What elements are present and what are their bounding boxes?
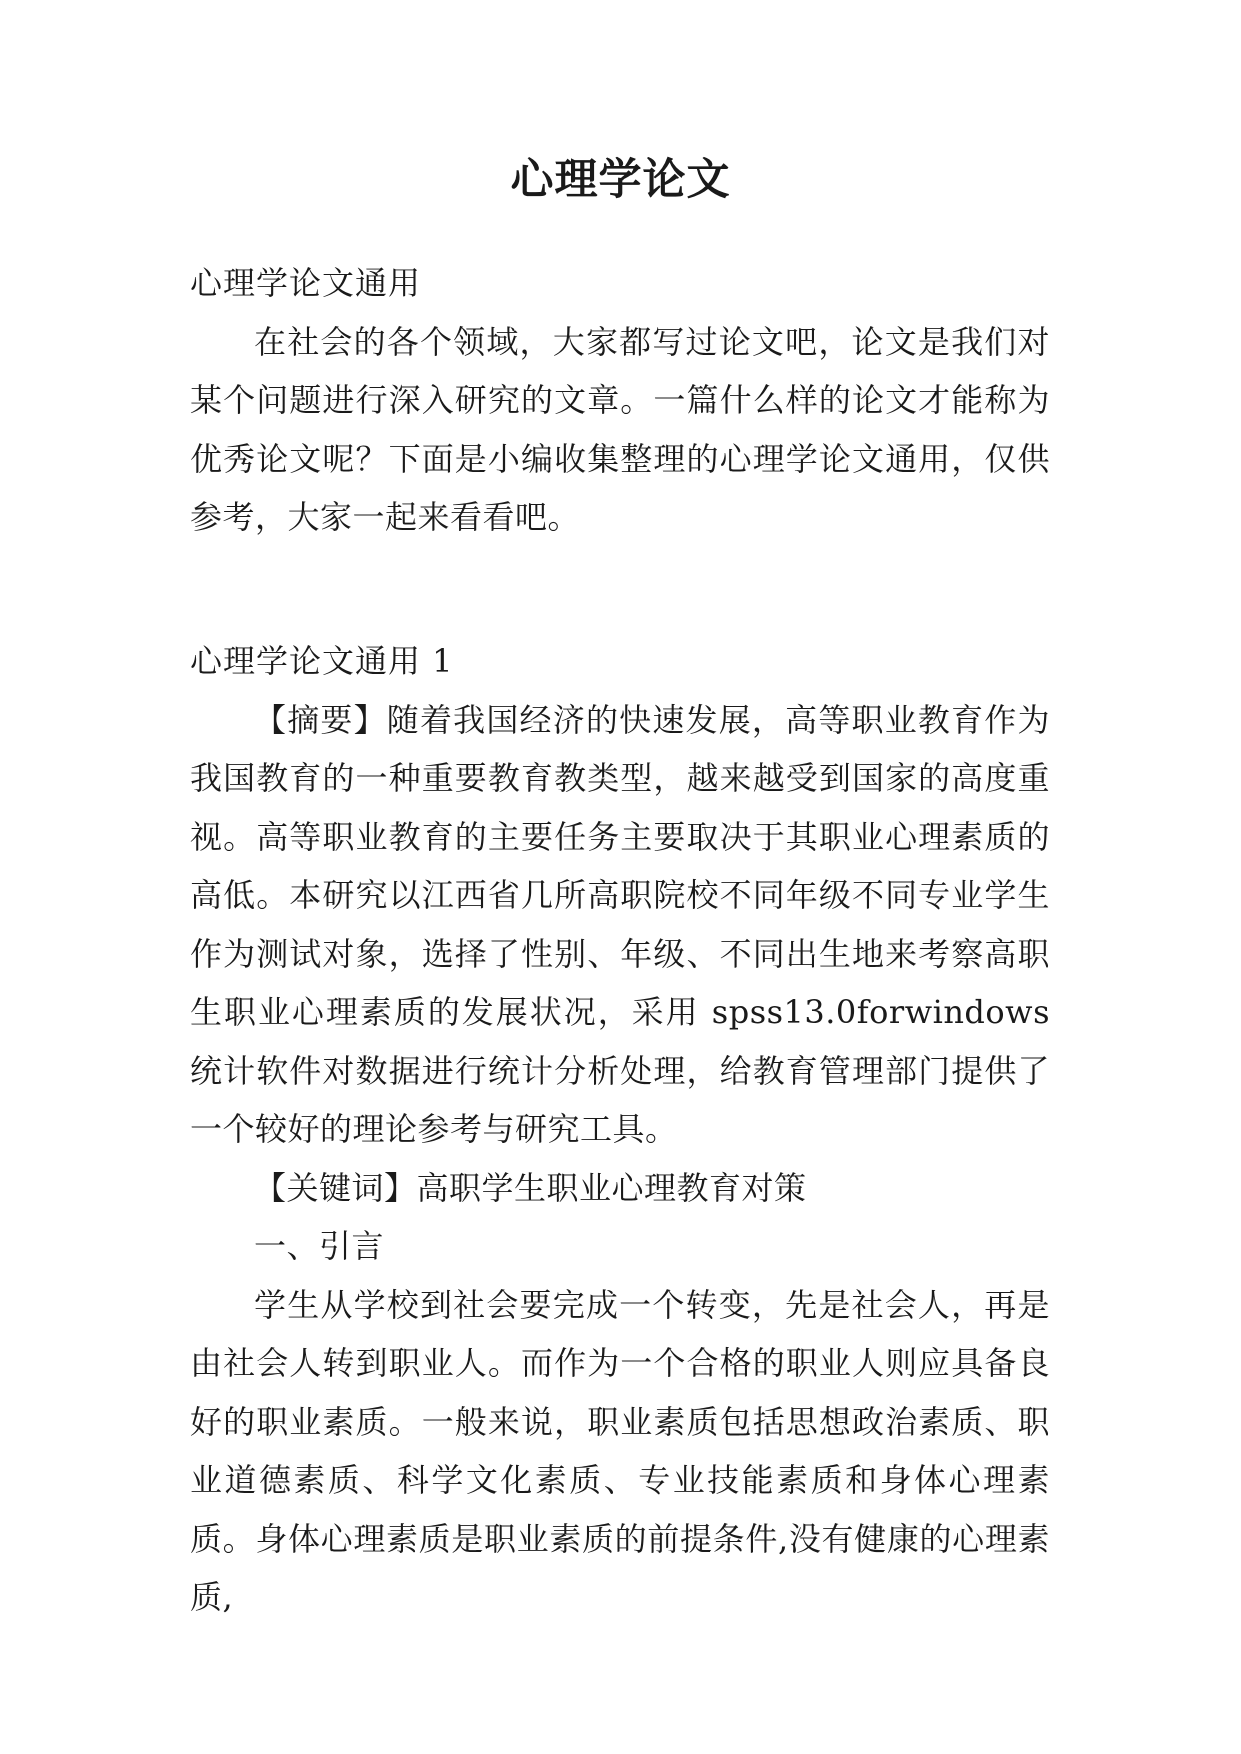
intro-subheading: 一、引言: [254, 1227, 385, 1265]
section-1-heading: 心理学论文通用 1: [190, 642, 454, 680]
intro-section: [190, 254, 1050, 547]
section-1: [190, 632, 1050, 1627]
intro-paragraph: 在社会的各个领域，大家都写过论文吧，论文是我们对某个问题进行深入研究的文章。一篇什么样的论文才能称为优秀论文呢？下面是小编收集整理的心理学论文通用，仅供参考，大家一起来看看吧。: [190, 322, 1050, 536]
body-paragraph: 学生从学校到社会要完成一个转变，先是社会人，再是由社会人转到职业人。而作为一个合格的职业人则应具备良好的职业素质。一般来说，职业素质包括思想政治素质、职业道德素质、科学文化素质、专业技能素质和身体心理素质。身体心理素质是职业素质的前提条件,没有健康的心理素质,: [190, 1285, 1050, 1616]
abstract-paragraph: 【摘要】随着我国经济的快速发展，高等职业教育作为我国教育的一种重要教育教类型，越来越受到国家的高度重视。高等职业教育的主要任务主要取决于其职业心理素质的高低。本研究以江西省几所高职院校不同年级不同专业学生作为测试对象，选择了性别、年级、不同出生地来考察高职生职业心理素质的发展状况，采用 spss13.0forwindows 统计软件对数据进行统计分析处理，给教育管理部门提供了一个较好的理论参考与研究工具。: [190, 700, 1050, 1148]
intro-heading: 心理学论文通用: [190, 264, 422, 302]
document-title: 心理学论文: [510, 155, 731, 205]
keywords-paragraph: 【关键词】高职学生职业心理教育对策: [254, 1168, 807, 1207]
